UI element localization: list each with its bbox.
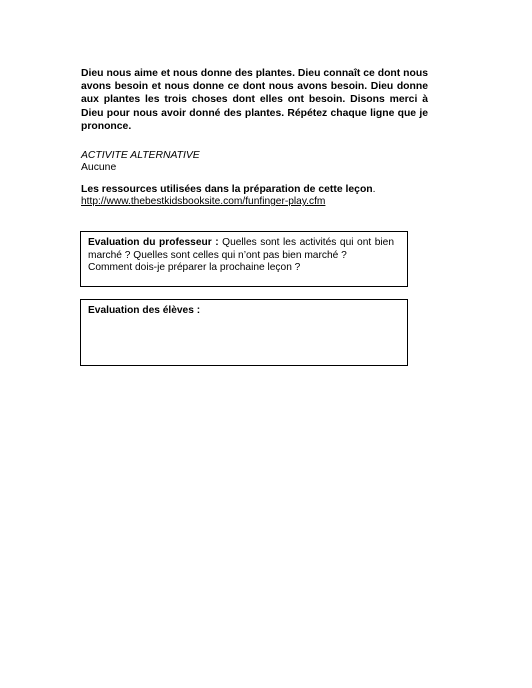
alternative-activity-value: Aucune	[81, 162, 117, 173]
teacher-evaluation-label: Evaluation du professeur :	[88, 237, 219, 248]
teacher-evaluation-box	[80, 231, 408, 287]
resources-heading-period: .	[372, 184, 376, 195]
student-evaluation-box	[80, 299, 408, 366]
teacher-evaluation-text: Quelles sont les activités qui ont bien marché ? Quelles sont celles qui n’ont pas bien marché ?	[88, 237, 395, 261]
alternative-activity-heading: ACTIVITE ALTERNATIVE	[81, 150, 200, 161]
student-evaluation-content	[88, 305, 394, 318]
resources-heading-text: Les ressources utilisées dans la préparation de cette leçon	[81, 184, 373, 195]
teacher-evaluation-line2: Comment dois-je préparer la prochaine leçon ?	[88, 262, 301, 274]
student-evaluation-label: Evaluation des élèves :	[88, 305, 201, 316]
intro-paragraph: Dieu nous aime et nous donne des plantes. Dieu connaît ce dont nous avons besoin et nous donne ce dont nous avons besoin. Dieu donne aux plantes les trois choses dont elles ont besoin. Disons merci à Dieu pour nous avoir donné des plantes. Répétez chaque ligne que je prononce.	[81, 68, 428, 132]
resources-link[interactable]: http://www.thebestkidsbooksite.com/funfinger-play.cfm	[81, 196, 326, 207]
teacher-evaluation-content	[88, 237, 394, 275]
